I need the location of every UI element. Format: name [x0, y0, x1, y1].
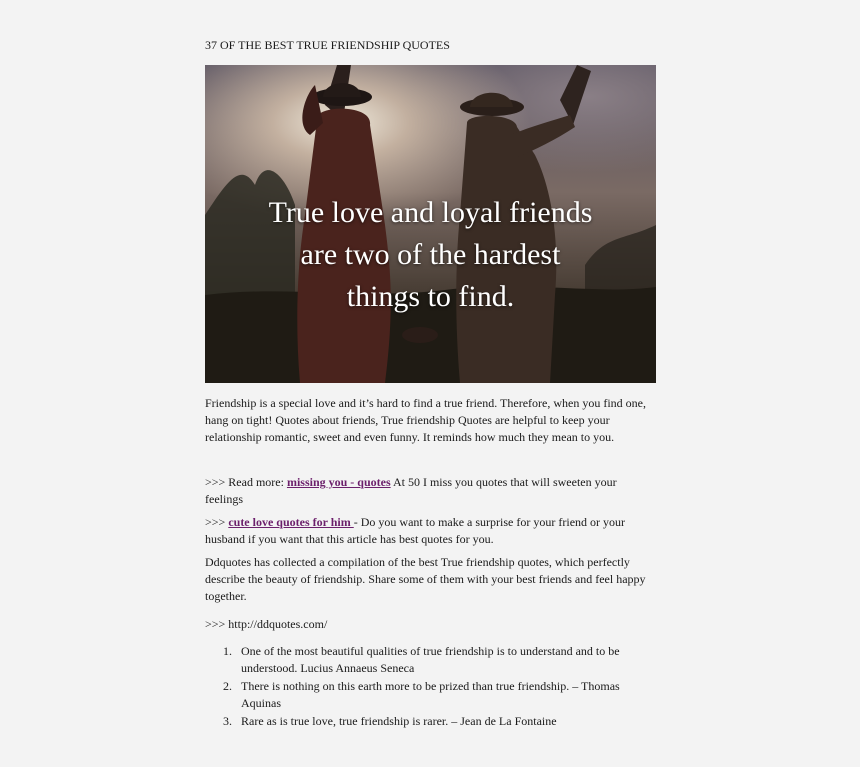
read-more-suffix: At 50 I miss you quotes that will sweeten your feelings [205, 475, 617, 506]
list-item [205, 643, 657, 677]
list-item-text: Rare as is true love, true friendship is rarer. – Jean de La Fontaine [241, 714, 557, 728]
cute-love-suffix: - Do you want to make a surprise for your friend or your husband if you want that this article has best quotes for you. [205, 515, 626, 546]
intro-paragraph: Friendship is a special love and it’s hard to find a true friend. Therefore, when you find one, hang on tight! Quotes about friends, True friendship Quotes are helpful to keep your relationship romantic, sweet and even funny. It reminds how much they mean to you. [205, 396, 646, 444]
cute-love-paragraph [205, 514, 657, 548]
site-link-text: >>> http://ddquotes.com/ [205, 617, 328, 631]
hero-quote-line: things to find. [346, 280, 515, 313]
list-item [205, 678, 657, 712]
page-title: 37 OF THE BEST TRUE FRIENDSHIP QUOTES [205, 38, 450, 52]
list-item-number: 2. [223, 679, 232, 693]
list-item-number: 3. [223, 714, 232, 728]
list-item-number: 1. [223, 644, 232, 658]
list-item-text: One of the most beautiful qualities of true friendship is to understand and to be understood. Lucius Annaeus Seneca [241, 644, 620, 675]
compilation-paragraph: Ddquotes has collected a compilation of the best True friendship quotes, which perfectly describe the beauty of friendship. Share some of them with your best friends and feel happy together. [205, 555, 646, 603]
hero-image [205, 65, 656, 383]
read-more-paragraph [205, 474, 657, 508]
list-item [205, 713, 657, 730]
quotes-list [205, 643, 657, 731]
read-more-prefix: >>> Read more: [205, 475, 287, 489]
cute-love-quotes-link[interactable]: cute love quotes for him [228, 515, 354, 529]
hero-quote [205, 192, 656, 318]
hero-quote-line: True love and loyal friends [268, 196, 593, 229]
list-item-text: There is nothing on this earth more to be prized than true friendship. – Thomas Aquinas [241, 679, 620, 710]
cute-love-prefix: >>> [205, 515, 229, 529]
hero-quote-line: are two of the hardest [300, 238, 561, 271]
missing-you-quotes-link[interactable]: missing you - quotes [286, 475, 391, 489]
